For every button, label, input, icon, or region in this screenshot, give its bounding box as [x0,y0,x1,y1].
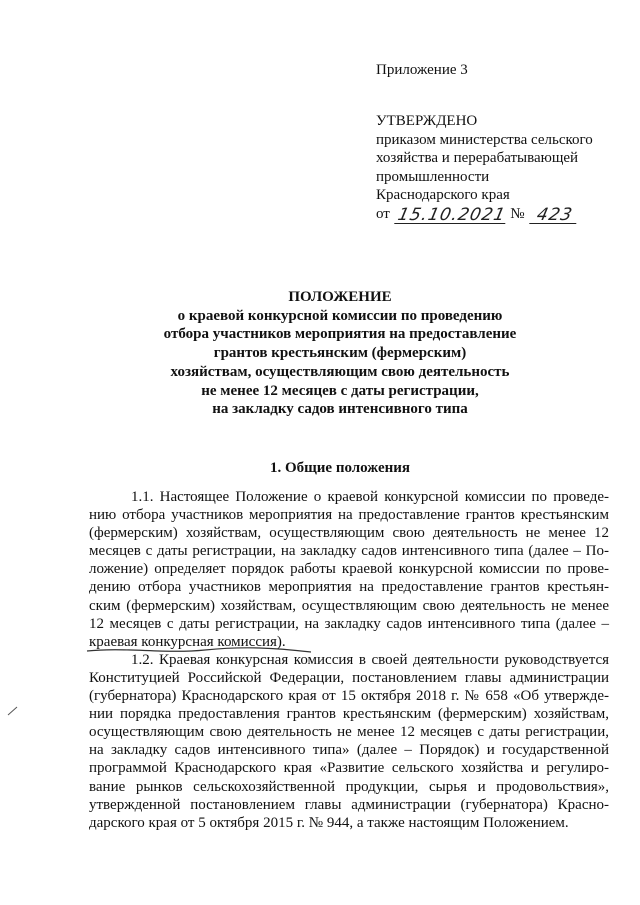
body-line: осуществляющим свою деятельность не менее 12 месяцев с даты регистрации, [89,724,609,741]
title-line: хозяйствам, осуществляющим свою деятельность [170,363,510,380]
body-text [89,488,609,832]
body-line: дению отбора участников мероприятия на предоставление грантов крестьян- [89,579,609,596]
pen-underline-icon [85,645,315,657]
date-prefix: от [376,205,390,222]
body-line: утвержденной постановлением главы администрации (губернатора) Красно- [89,796,609,813]
title-line: о краевой конкурсной комиссии по проведению [177,307,503,324]
body-line [89,633,609,651]
body-line: ложение) определяет порядок работы краевой конкурсной комиссии по прове- [89,561,609,578]
approval-line: Краснодарского края [376,187,510,204]
approval-date-row [376,205,626,224]
title-heading: ПОЛОЖЕНИЕ [288,289,392,305]
title-line: грантов крестьянским (фермерским) [213,345,467,362]
approval-line: промышленности [376,168,490,185]
approval-line: приказом министерства сельского [376,131,593,148]
body-line-text: краевая конкурсная комиссия). [89,633,286,650]
body-line: программой Краснодарского края «Развитие сельского хозяйства и регулиро- [89,760,609,777]
body-line: ским (фермерским) хозяйствам, осуществляющим свою деятельность не менее [89,597,609,614]
approval-block [376,112,626,224]
body-line: месяцев с даты регистрации, на закладку садов интенсивного типа (далее – По- [89,543,609,560]
body-line: нии порядка предоставления грантов крестьянским (фермерским) хозяйствам, [89,706,609,723]
body-line: нию отбора участников мероприятия на предоставление грантов крестьянским [89,507,609,524]
body-line: 12 месяцев с даты регистрации, на закладку садов интенсивного типа (далее – [89,615,609,632]
approved-label: УТВЕРЖДЕНО [376,113,478,129]
handwritten-underline-mark [89,633,286,651]
approval-line: хозяйства и перерабатывающей [376,150,579,167]
pen-mark-icon [6,704,20,718]
body-line: 1.1. Настоящее Положение о краевой конкурсной комиссии по проведе- [131,489,609,505]
title-line: не менее 12 месяцев с даты регистрации, [201,382,479,399]
body-line: 1.2. Краевая конкурсная комиссия в своей деятельности руководствуется [131,651,609,668]
appendix-label: Приложение 3 [376,62,468,78]
number-sign: № [510,205,525,222]
document-title [100,288,580,419]
handwritten-date: 15.10.2021 [395,204,508,225]
body-line: (фермерским) хозяйствам, осуществляющим свою деятельность не менее 12 [89,525,609,542]
body-line: дарского края от 5 октября 2015 г. № 944, а также настоящим Положением. [89,814,569,831]
title-line: отбора участников мероприятия на предоставление [163,326,517,343]
section-heading: 1. Общие положения [269,460,411,476]
body-line: Конституцией Российской Федерации, постановлением главы администрации [89,669,609,686]
body-line: вание рынков сельскохозяйственной продукции, сырья и продовольствия», [89,778,609,795]
body-line: на закладку садов интенсивного типа» (далее – Порядок) и государственной [89,742,609,759]
title-line: на закладку садов интенсивного типа [212,401,468,418]
handwritten-number: 423 [529,207,580,224]
body-line: (губернатора) Краснодарского края от 15 октября 2018 г. № 658 «Об утвержде- [89,688,609,705]
